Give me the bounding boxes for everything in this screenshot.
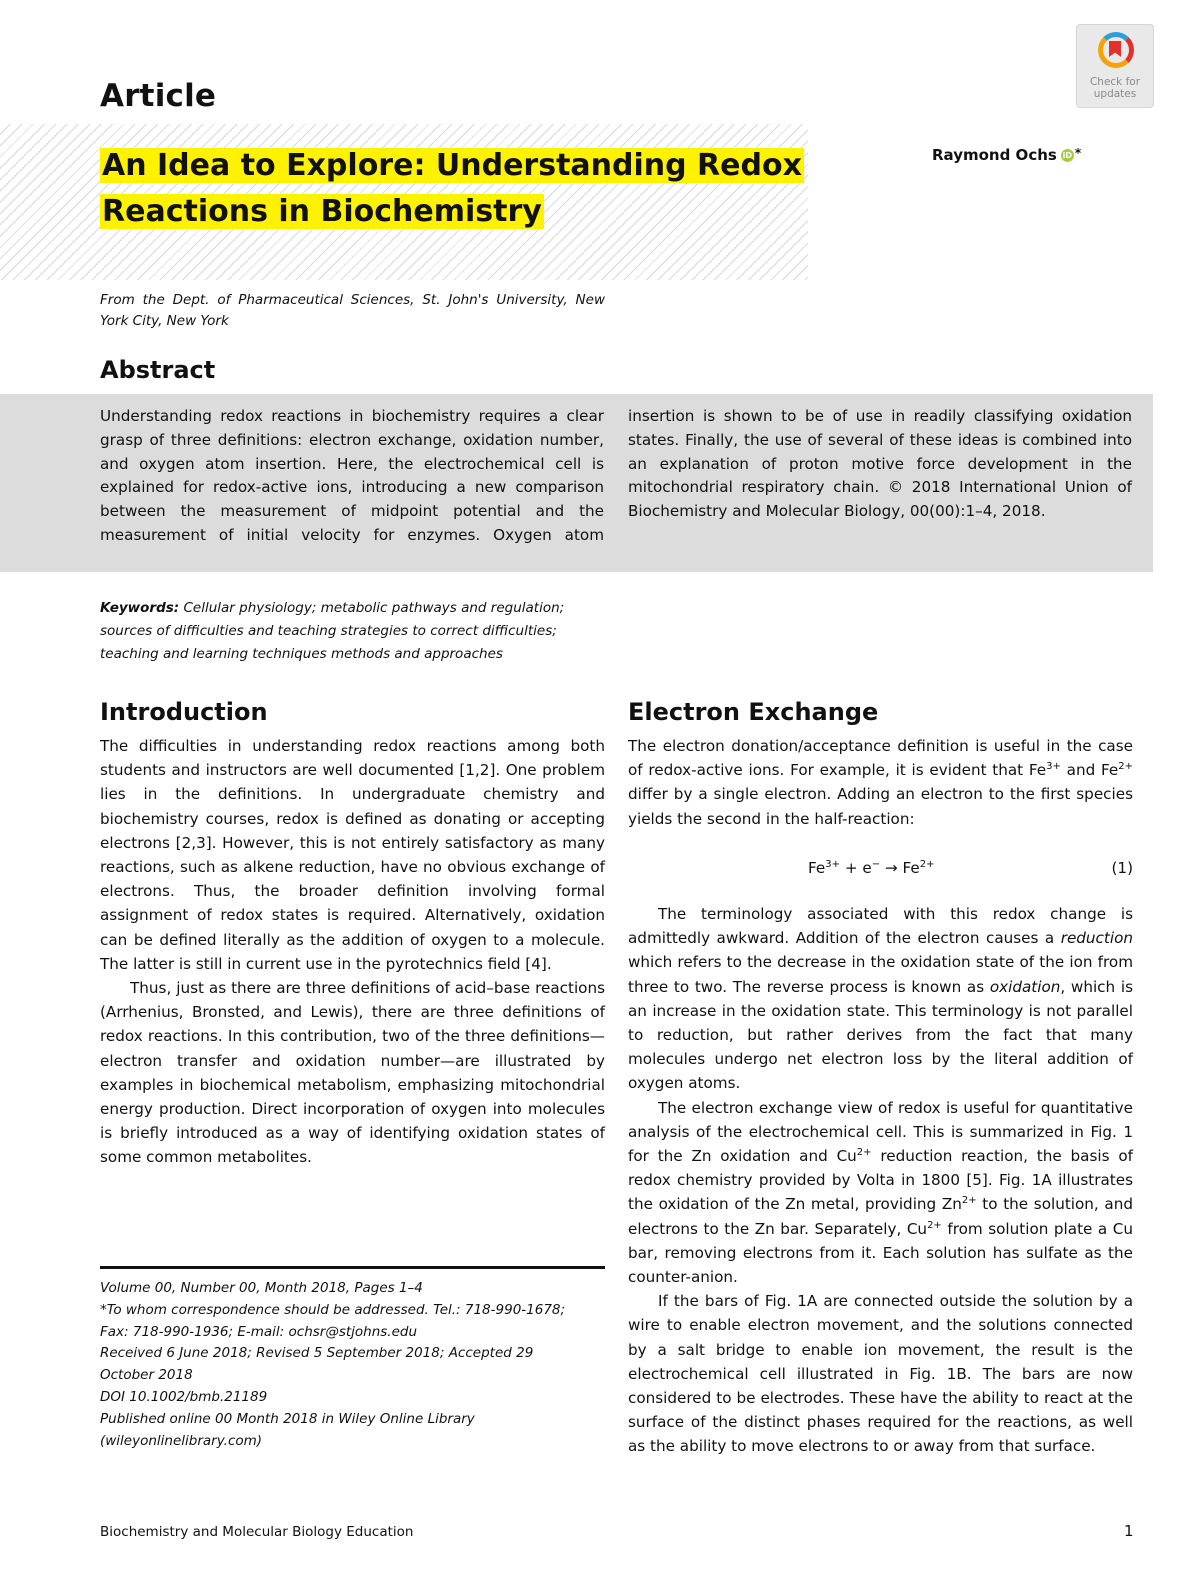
footer-journal: Biochemistry and Molecular Biology Education (100, 1524, 414, 1540)
equation-1 (628, 856, 1133, 880)
footnote-divider (100, 1266, 605, 1269)
electron-exchange-body (628, 902, 1133, 1459)
affiliation: From the Dept. of Pharmaceutical Sciences, St. John's University, New York City, New York (100, 292, 605, 329)
badge-label: Check for updates (1089, 76, 1141, 100)
abstract-heading: Abstract (100, 356, 216, 384)
keywords (100, 597, 605, 667)
paragraph: The electron donation/acceptance definition is useful in the case of redox-active ions. For example, it is evident that $Fe^{3+}$ and $Fe^{2+}$ differ by a single electron. Adding an electron to the first species yields the second in the half-reaction: (628, 737, 1133, 828)
author (932, 146, 1081, 164)
received-dates: Received 6 June 2018; Revised 5 September 2018; Accepted 29 October 2018 (100, 1345, 534, 1384)
check-for-updates-badge[interactable] (1076, 24, 1154, 108)
paragraph: The difficulties in understanding redox reactions among both students and instructors are well documented [1,2]. One problem lies in the definitions. In undergraduate chemistry and biochemistry courses, redox is defined as donating or accepting electrons [2,3]. However, this is not entirely satisfactory as many reactions, such as alkene reduction, have no obvious exchange of electrons. Thus, the broader definition involving formal assignment of redox states is required. Alternatively, oxidation can be defined literally as the addition of oxygen to a molecule. The latter is still in current use in the pyrotechnics field [4]. (100, 737, 605, 973)
page-number: 1 (1124, 1522, 1134, 1540)
paragraph: Thus, just as there are three definitions of acid–base reactions (Arrhenius, Bronsted, and Lewis), there are three definitions of redox reactions. In this contribution, two of the three definitions—electron transfer and oxidation number—are illustrated by examples in biochemical metabolism, emphasizing mitochondrial energy production. Direct incorporation of oxygen into molecules is briefly introduced as a way of identifying oxidation states of some common metabolites. (100, 979, 605, 1167)
volume-info: Volume 00, Number 00, Month 2018, Pages 1–4 (100, 1280, 423, 1296)
paragraph: If the bars of Fig. 1A are connected outside the solution by a wire to enable electron movement, and the solutions connected by a salt bridge to enable ion movement, the result is the electrochemical cell illustrated in Fig. 1B. The bars are now considered to be electrodes. These have the ability to react at the surface of the distinct phases required for the reactions, as well as the ability to move electrons to or away from that surface. (628, 1292, 1133, 1456)
article-type: Article (100, 78, 217, 114)
orcid-icon[interactable]: iD (1062, 150, 1072, 160)
keywords-text: Cellular physiology; metabolic pathways and regulation; sources of difficulties and teaching strategies to correct difficulties; teaching and learning techniques methods and approaches (100, 600, 565, 663)
correspondence-note: *To whom correspondence should be addressed. Tel.: 718-990-1678; Fax: 718-990-1936; E-mail: ochsr@stjohns.edu (100, 1301, 566, 1340)
electron-exchange-heading: Electron Exchange (628, 698, 879, 726)
introduction-heading: Introduction (100, 698, 268, 726)
correspondence-mark: * (1074, 146, 1082, 160)
electron-exchange-intro (628, 734, 1133, 831)
footnotes (100, 1278, 570, 1452)
article-title (100, 143, 820, 235)
equation-expression: $Fe^{3+} + e^- \to Fe^{2+}$ (808, 858, 935, 877)
doi[interactable]: DOI 10.1002/bmb.21189 (100, 1388, 268, 1405)
paragraph: The electron exchange view of redox is useful for quantitative analysis of the electrochemical cell. This is summarized in Fig. 1 for the Zn oxidation and $Cu^{2+}$ reduction reaction, the basis of redox chemistry provided by Volta in 1800 [5]. Fig. 1A illustrates the oxidation of the Zn metal, providing $Zn^{2+}$ to the solution, and electrons to the Zn bar. Separately, $Cu^{2+}$ from solution plate a Cu bar, removing electrons from it. Each solution has sulfate as the counter-anion. (628, 1098, 1133, 1287)
abstract-text: Understanding redox reactions in biochemistry requires a clear grasp of three definitions: electron exchange, oxidation number, and oxygen atom insertion. Here, the electrochemical cell is explained for redox-active ions, introducing a new comparison between the measurement of midpoint potential and the measurement of initial velocity for enzymes. Oxygen atom insertion is shown to be of use in readily classifying oxidation states. Finally, the use of several of these ideas is combined into an explanation of proton motive force development in the mitochondrial respiratory chain. © 2018 International Union of Biochemistry and Molecular Biology, 00(00):1–4, 2018. (100, 407, 1132, 544)
keywords-label: Keywords: (100, 600, 180, 616)
author-name[interactable]: Raymond Ochs (932, 146, 1057, 164)
equation-number: (1) (1111, 859, 1133, 877)
paragraph: The terminology associated with this redox change is admittedly awkward. Addition of the electron causes a reduction which refers to the decrease in the oxidation state of the ion from three to two. The reverse process is known as oxidation, which is an increase in the oxidation state. This terminology is not parallel to reduction, but rather derives from the fact that many molecules undergo net electron loss by the literal addition of oxygen atoms. (628, 905, 1133, 1093)
published-note: Published online 00 Month 2018 in Wiley Online Library (wileyonlinelibrary.com) (100, 1410, 475, 1449)
article-title-text: An Idea to Explore: Understanding Redox Reactions in Biochemistry (102, 148, 802, 229)
introduction-body (100, 734, 605, 1170)
